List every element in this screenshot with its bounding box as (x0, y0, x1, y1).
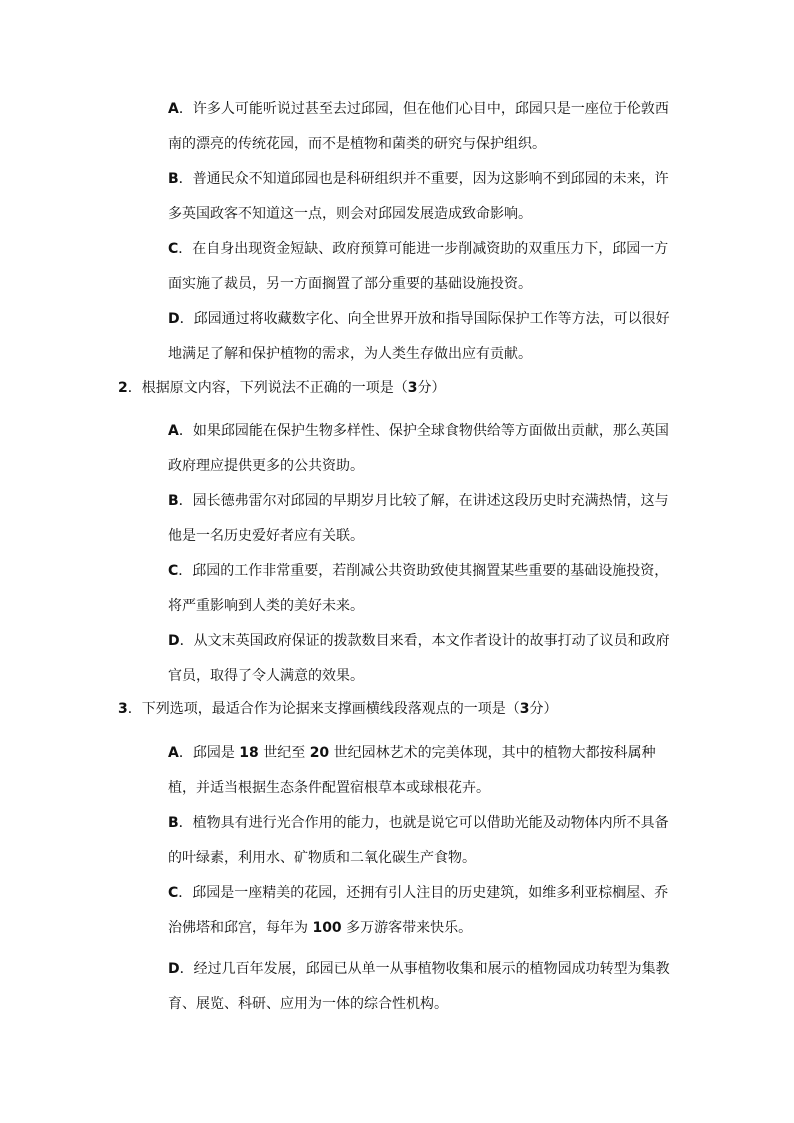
q1-option-c (168, 232, 680, 302)
q3-stem (118, 697, 678, 721)
option-text-part: 世纪园林艺术的完美体现，其中的植物大都按科属种植，并适当根据生态条件配置宿根草本或球根花卉。 (168, 745, 656, 796)
option-letter: A (168, 101, 179, 117)
option-letter: A (168, 423, 179, 439)
option-sep: ． (178, 745, 193, 761)
option-letter: C (168, 563, 179, 579)
option-sep: ． (178, 241, 193, 257)
option-sep: ． (179, 633, 194, 649)
option-text-part: 世纪至 (258, 745, 310, 761)
option-text: 从文末英国政府保证的拨款数目来看，本文作者设计的故事打动了议员和政府官员，取得了令人满意的效果。 (168, 633, 670, 684)
option-text-part: 多万游客带来快乐。 (341, 920, 473, 936)
option-text: 普通民众不知道邱园也是科研组织并不重要，因为这影响不到邱园的未来，许多英国政客不知道这一点，则会对邱园发展造成致命影响。 (168, 171, 669, 222)
option-letter: C (168, 241, 179, 257)
option-sep: ． (178, 171, 193, 187)
q3-option-d (168, 952, 680, 1022)
option-text: 邱园的工作非常重要，若削减公共资助致使其搁置某些重要的基础设施投资，将严重影响到人类的美好未来。 (168, 563, 669, 614)
q1-option-d (168, 302, 680, 372)
option-letter: B (168, 815, 179, 831)
option-number: 100 (312, 920, 342, 936)
option-text: 许多人可能听说过甚至去过邱园，但在他们心目中，邱园只是一座位于伦敦西南的漂亮的传统花园，而不是植物和菌类的研究与保护组织。 (168, 101, 669, 152)
option-letter: D (168, 311, 180, 327)
q3-option-b (168, 806, 680, 876)
question-stem: 根据原文内容，下列说法不正确的一项是（ (141, 380, 408, 396)
option-text: 经过几百年发展，邱园已从单一从事植物收集和展示的植物园成功转型为集教育、展览、科研、应用为一体的综合性机构。 (168, 961, 670, 1012)
option-letter: D (168, 633, 180, 649)
q2-stem (118, 376, 678, 400)
option-letter: B (168, 493, 179, 509)
option-text: 植物具有进行光合作用的能力，也就是说它可以借助光能及动物体内所不具备的叶绿素，利用水、矿物质和二氧化碳生产食物。 (168, 815, 669, 866)
q1-option-a (168, 92, 680, 162)
question-score: 3 (519, 701, 530, 717)
question-number: 3 (118, 701, 128, 717)
question-stem: 下列选项，最适合作为论据来支撑画横线段落观点的一项是（ (141, 701, 520, 717)
option-text-part: 邱园是 (192, 745, 240, 761)
question-score: 3 (407, 380, 418, 396)
option-number: 18 (239, 745, 259, 761)
option-sep: ． (178, 423, 193, 439)
q2-option-b (168, 484, 680, 554)
q3-option-c (168, 876, 680, 946)
option-sep: ． (178, 885, 193, 901)
option-text: 邱园通过将收藏数字化、向全世界开放和指导国际保护工作等方法，可以很好地满足了解和保护植物的需求，为人类生存做出应有贡献。 (168, 311, 670, 362)
option-sep: ． (179, 961, 194, 977)
q3-option-a (168, 736, 680, 806)
q2-option-c (168, 554, 680, 624)
q2-option-a (168, 414, 680, 484)
option-text-part: 邱园是一座精美的花园，还拥有引人注目的历史建筑，如维多利亚棕榈屋、乔治佛塔和邱宫，每年为 (168, 885, 669, 936)
question-stem-end: 分） (417, 380, 446, 396)
q1-option-b (168, 162, 680, 232)
option-letter: A (168, 745, 179, 761)
question-sep: ． (127, 701, 142, 717)
option-letter: B (168, 171, 179, 187)
option-text: 如果邱园能在保护生物多样性、保护全球食物供给等方面做出贡献，那么英国政府理应提供更多的公共资助。 (168, 423, 669, 474)
option-number: 20 (309, 745, 330, 761)
q2-option-d (168, 624, 680, 694)
question-stem-end: 分） (529, 701, 558, 717)
option-sep: ． (178, 101, 193, 117)
option-text: 园长德弗雷尔对邱园的早期岁月比较了解，在讲述这段历史时充满热情，这与他是一名历史爱好者应有关联。 (168, 493, 669, 544)
option-sep: ． (178, 493, 193, 509)
option-text: 在自身出现资金短缺、政府预算可能进一步削减资助的双重压力下，邱园一方面实施了裁员，另一方面搁置了部分重要的基础设施投资。 (168, 241, 669, 292)
option-letter: C (168, 885, 179, 901)
question-sep: ． (127, 380, 142, 396)
option-sep: ． (179, 311, 194, 327)
option-sep: ． (178, 815, 193, 831)
question-number: 2 (118, 380, 128, 396)
option-letter: D (168, 961, 180, 977)
option-sep: ． (178, 563, 193, 579)
